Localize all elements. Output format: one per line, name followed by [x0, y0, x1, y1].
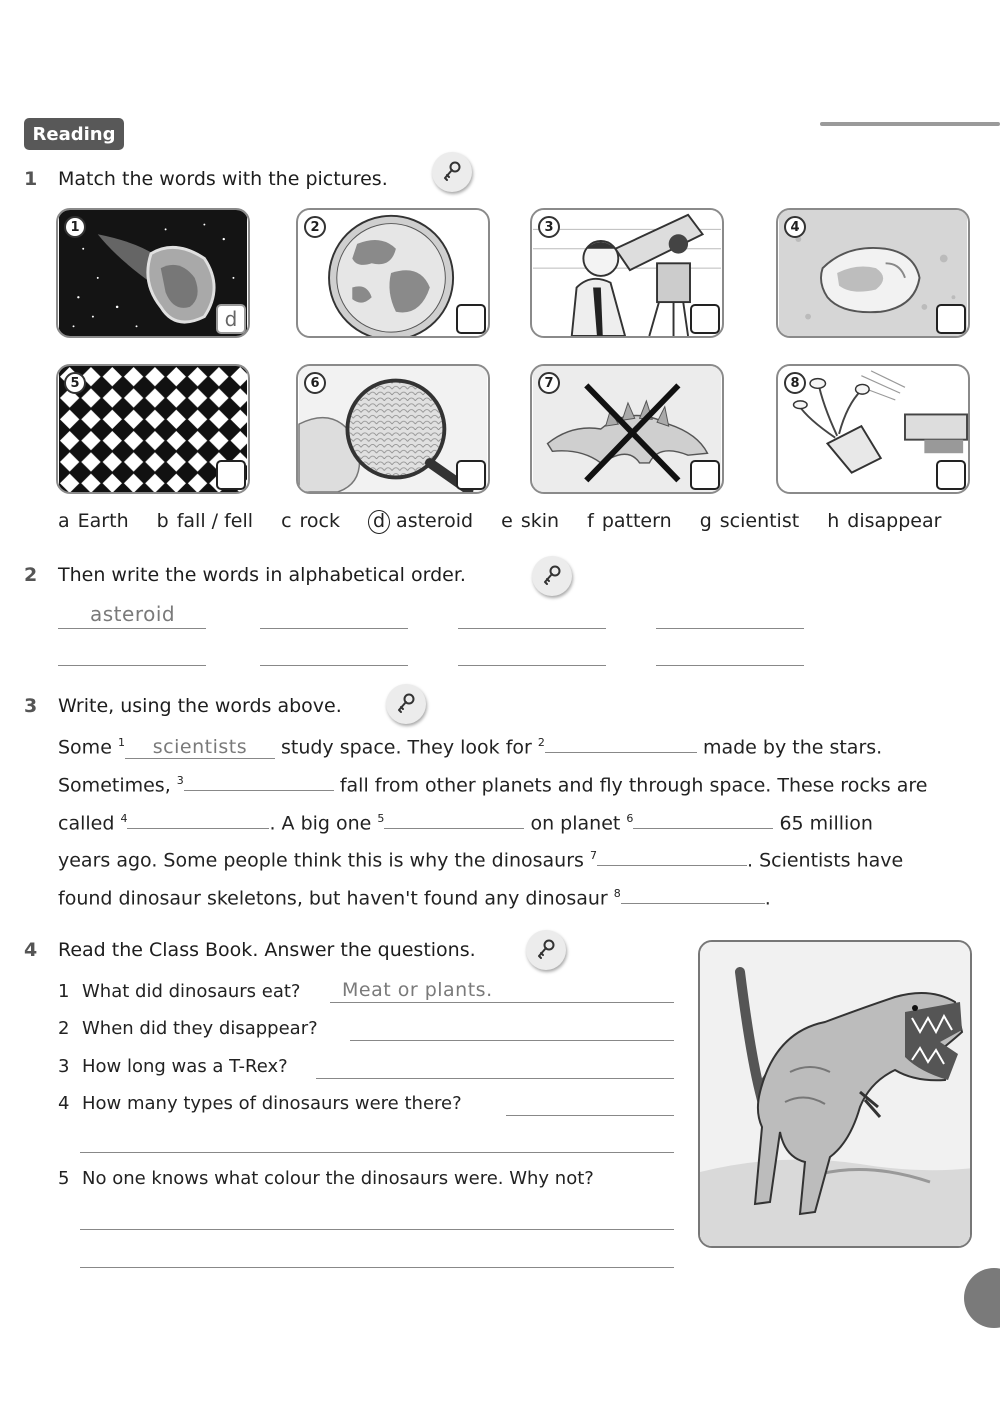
key-icon: [534, 938, 558, 962]
question-4: 4 How many types of dinosaurs were there?: [58, 1093, 462, 1114]
exercise-number: 1: [24, 168, 38, 190]
answer-1-text[interactable]: Meat or plants.: [342, 979, 493, 1001]
gap-5[interactable]: [384, 828, 524, 829]
exercise-2-heading: [24, 564, 466, 586]
answer-box-3[interactable]: [690, 304, 720, 334]
answer-box-2[interactable]: [456, 304, 486, 334]
gap-4[interactable]: [127, 828, 269, 829]
gap-2[interactable]: [545, 752, 697, 753]
option-g: g scientist: [699, 510, 800, 532]
exercise-3-heading: [24, 695, 342, 717]
exercise-number: 2: [24, 564, 38, 586]
picture-1-asteroid: [56, 208, 250, 338]
picture-number: 1: [64, 216, 86, 238]
answer-box-8[interactable]: [936, 460, 966, 490]
picture-number: 5: [64, 372, 86, 394]
option-f: f pattern: [587, 510, 672, 532]
exercise-4-heading: [24, 939, 476, 961]
option-e: e skin: [501, 510, 560, 532]
option-c: c rock: [281, 510, 340, 532]
key-icon[interactable]: [432, 152, 472, 192]
key-icon: [394, 692, 418, 716]
alphabetical-blank-7[interactable]: [458, 665, 606, 666]
question-3: 3 How long was a T-Rex?: [58, 1056, 288, 1077]
option-a: a Earth: [58, 510, 129, 532]
section-label: Reading: [24, 118, 124, 150]
picture-number: 2: [304, 216, 326, 238]
text-line-2: Sometimes, $^3$ fall from other planets and fly through space. These rocks are: [58, 774, 928, 797]
option-h: h disappear: [827, 510, 942, 532]
alphabetical-blank-2[interactable]: [260, 628, 408, 629]
option-b: b fall / fell: [156, 510, 254, 532]
exercise-1-heading: [24, 168, 388, 190]
text-line-3: called $^4$ . A big one $^5$ on planet $^6$ 65 million: [58, 812, 873, 835]
gap-7[interactable]: [597, 865, 747, 866]
key-icon: [440, 160, 464, 184]
answer-line-4a[interactable]: [506, 1115, 674, 1116]
gap-1[interactable]: scientists: [125, 736, 275, 759]
picture-number: 4: [784, 216, 806, 238]
answer-line-5b[interactable]: [80, 1267, 674, 1268]
alphabetical-blank-1[interactable]: [58, 628, 206, 629]
exercise-number: 4: [24, 939, 38, 961]
gap-6[interactable]: [633, 828, 773, 829]
alphabetical-blank-3[interactable]: [458, 628, 606, 629]
text-line-5: found dinosaur skeletons, but haven't found any dinosaur $^8$ .: [58, 887, 771, 910]
top-divider: [820, 122, 1000, 126]
exercise-instruction: Then write the words in alphabetical order.: [58, 564, 466, 586]
answer-box-5[interactable]: [216, 460, 246, 490]
answer-box-7[interactable]: [690, 460, 720, 490]
alphabetical-blank-8[interactable]: [656, 665, 804, 666]
answer-box-4[interactable]: [936, 304, 966, 334]
page-corner-tab: [964, 1268, 1000, 1328]
exercise-instruction: Read the Class Book. Answer the questions.: [58, 939, 476, 961]
alphabetical-answer-1[interactable]: asteroid: [90, 602, 176, 626]
question-5: 5 No one knows what colour the dinosaurs were. Why not?: [58, 1168, 594, 1189]
picture-number: 3: [538, 216, 560, 238]
text-line-1: Some $^1$ scientists study space. They look for $^2$ made by the stars.: [58, 736, 883, 759]
answer-box-6[interactable]: [456, 460, 486, 490]
picture-number: 6: [304, 372, 326, 394]
exercise-number: 3: [24, 695, 38, 717]
question-1: 1 What did dinosaurs eat?: [58, 981, 301, 1002]
t-rex-image: [700, 942, 972, 1248]
picture-4-rock: [776, 208, 970, 338]
answer-box-1[interactable]: d: [216, 304, 246, 334]
question-2: 2 When did they disappear?: [58, 1018, 318, 1039]
picture-3-scientist: [530, 208, 724, 338]
key-icon: [540, 564, 564, 588]
key-icon[interactable]: [526, 930, 566, 970]
exercise-instruction: Match the words with the pictures.: [58, 168, 388, 190]
alphabetical-blank-6[interactable]: [260, 665, 408, 666]
picture-7-disappear: [530, 364, 724, 494]
picture-6-skin: [296, 364, 490, 494]
word-options: [58, 510, 941, 534]
answer-line-3[interactable]: [316, 1078, 674, 1079]
gap-3[interactable]: [184, 790, 334, 791]
answer-line-5a[interactable]: [80, 1229, 674, 1230]
picture-5-pattern: [56, 364, 250, 494]
text-line-4: years ago. Some people think this is why the dinosaurs $^7$ . Scientists have: [58, 849, 904, 872]
alphabetical-blank-4[interactable]: [656, 628, 804, 629]
answer-line-4b[interactable]: [80, 1152, 674, 1153]
key-icon[interactable]: [532, 556, 572, 596]
key-icon[interactable]: [386, 684, 426, 724]
answer-line-2[interactable]: [350, 1040, 674, 1041]
exercise-instruction: Write, using the words above.: [58, 695, 342, 717]
gap-8[interactable]: [621, 903, 765, 904]
picture-8-fall: [776, 364, 970, 494]
picture-number: 7: [538, 372, 560, 394]
picture-2-earth: [296, 208, 490, 338]
t-rex-illustration: [698, 940, 972, 1248]
alphabetical-blank-5[interactable]: [58, 665, 206, 666]
picture-number: 8: [784, 372, 806, 394]
option-d: d asteroid: [368, 510, 473, 534]
answer-line-1[interactable]: [330, 1002, 674, 1003]
